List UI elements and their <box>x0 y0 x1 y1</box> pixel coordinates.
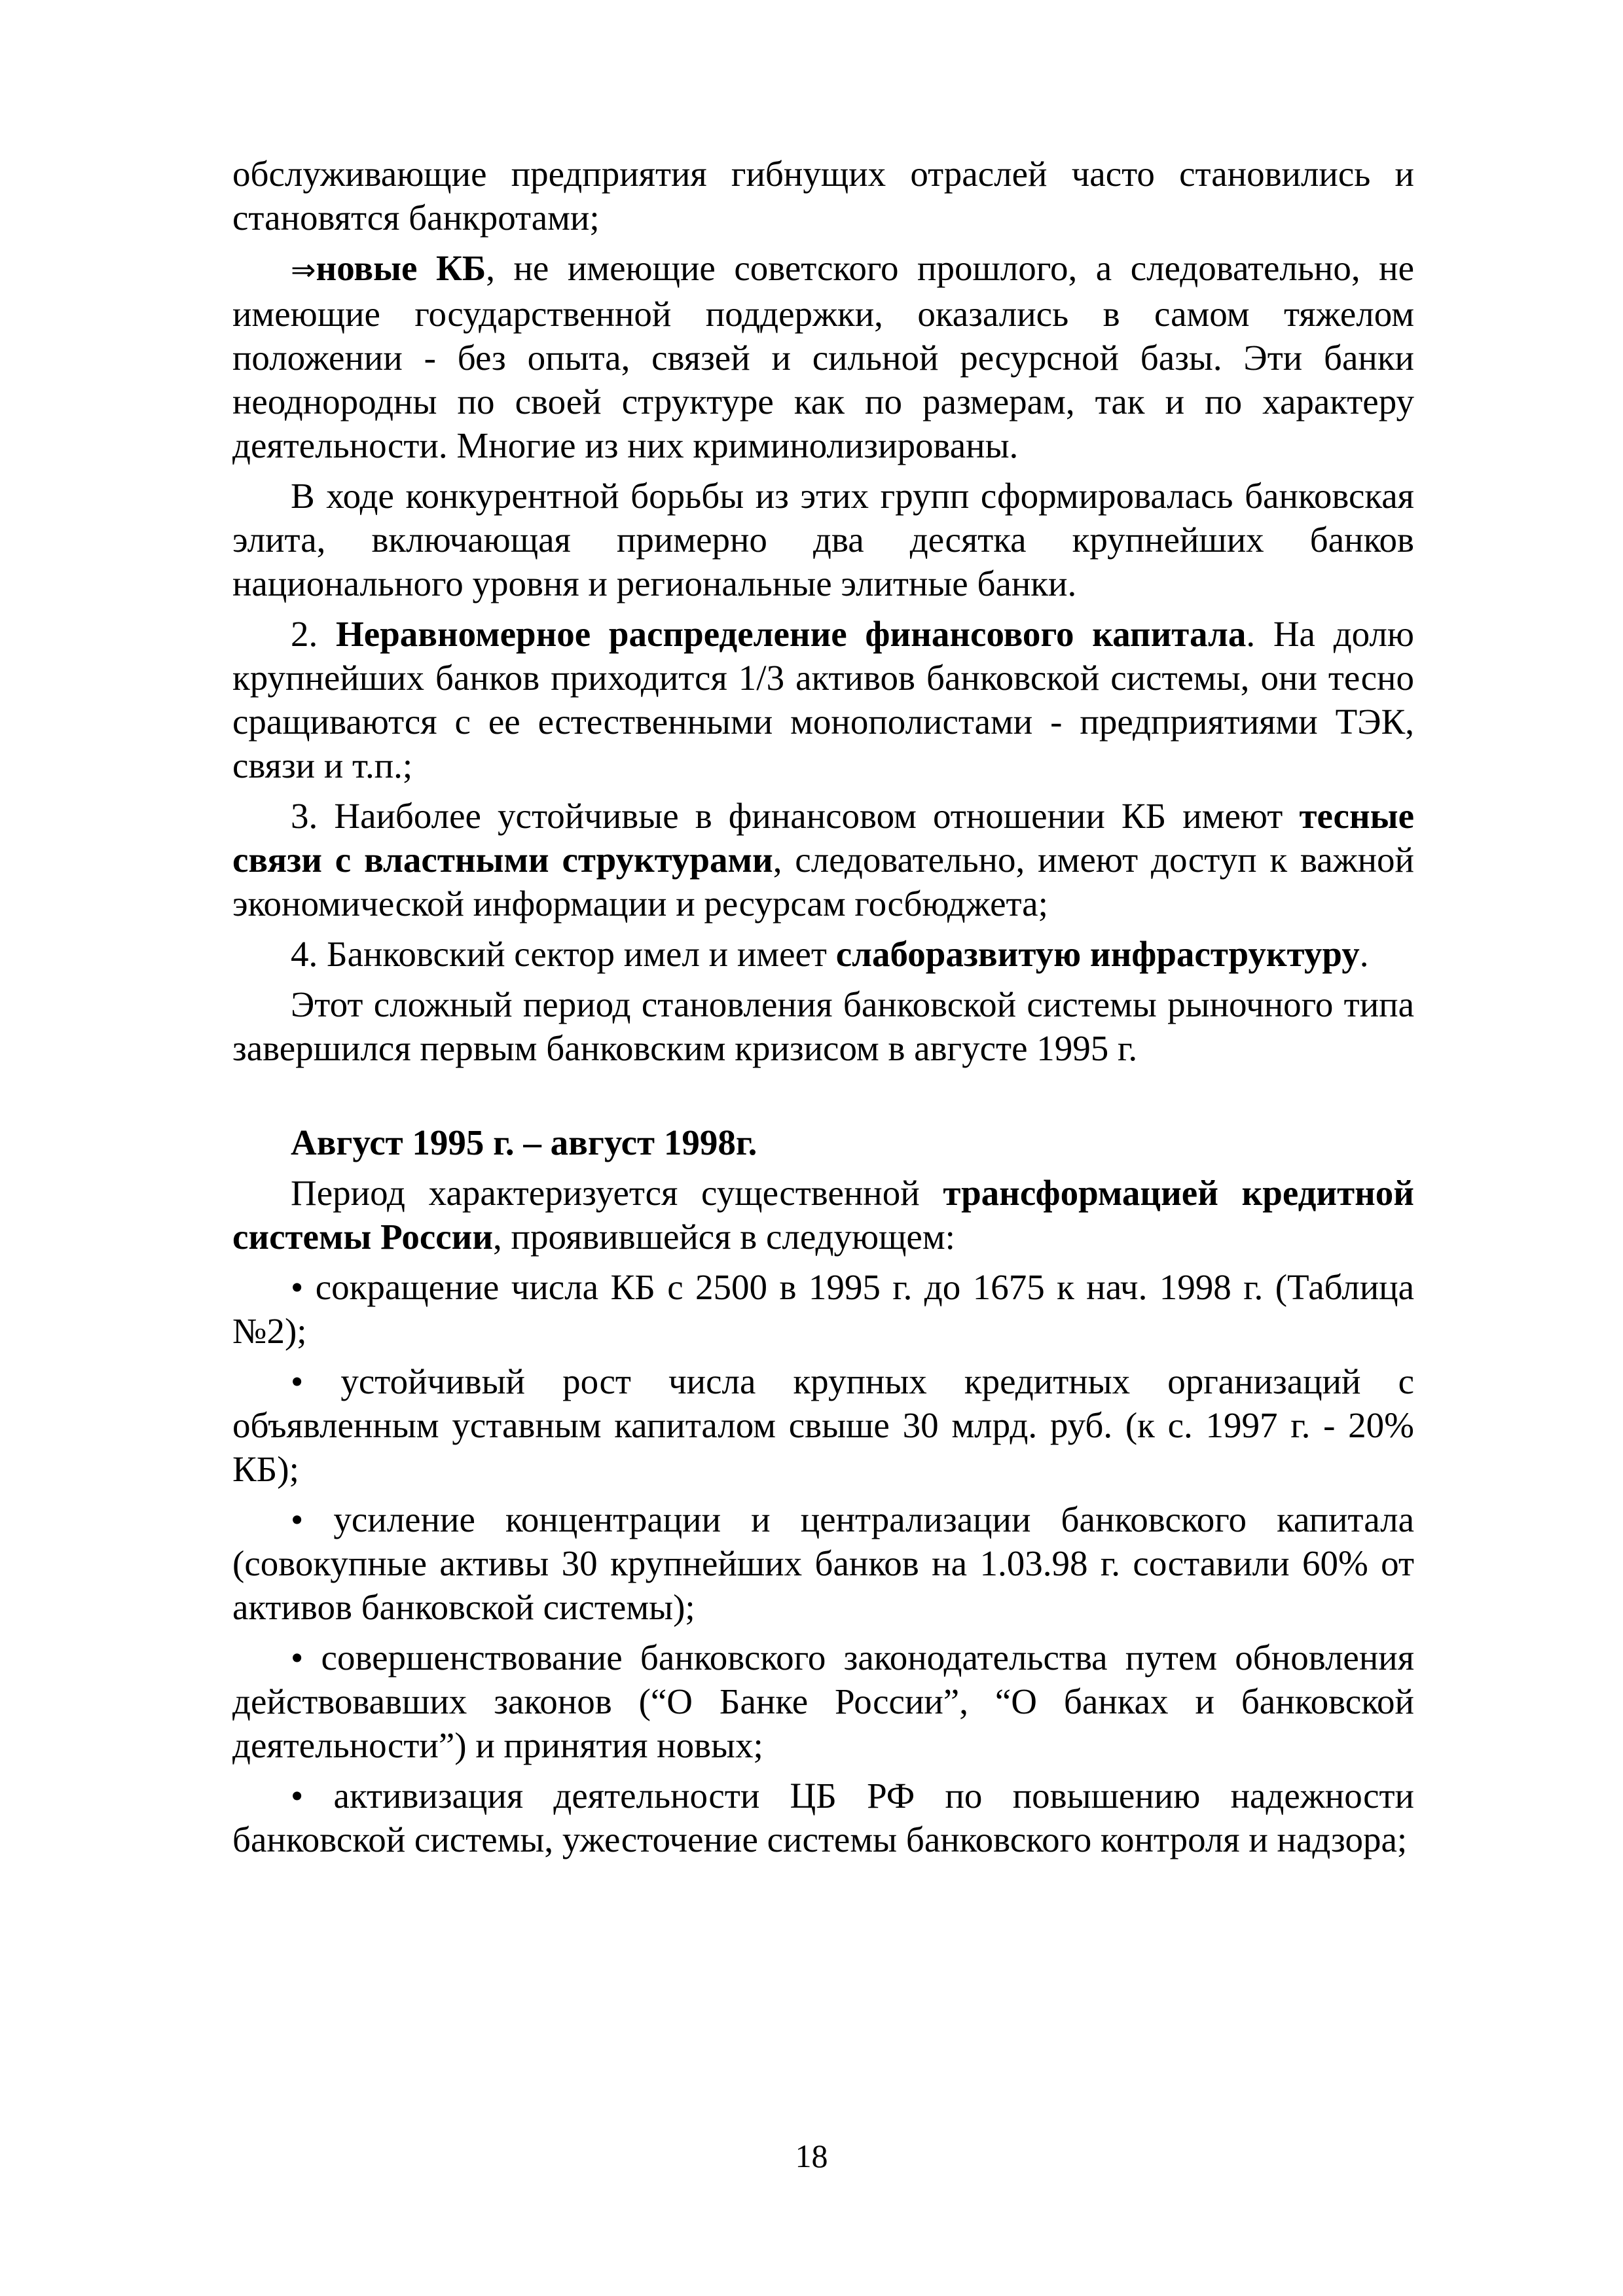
list-number: 2. <box>291 614 336 654</box>
paragraph-text: , следовательно, имеют доступ к важной экономической информации и ресурсам госбюджета; <box>232 840 1414 924</box>
bullet-item <box>232 1359 1414 1491</box>
bullet-text: устойчивый рост числа крупных кредитных организаций с объявленным уставным капиталом свыше 30 млрд. руб. (к с. 1997 г. - 20% КБ); <box>232 1361 1415 1489</box>
paragraph-text: 4. Банковский сектор имел и имеет <box>291 934 836 974</box>
document-page <box>232 152 1414 1861</box>
bullet-item <box>232 1498 1414 1629</box>
bullet-item <box>232 1265 1414 1353</box>
paragraph-text: . На долю крупнейших банков приходится 1/3 активов банковской системы, они тесно сращиваются с ее естественными монополистами - предприятиями ТЭК, связи и т.п.; <box>232 614 1414 785</box>
paragraph-text: 3. Наиболее устойчивые в финансовом отношении КБ имеют <box>291 796 1300 836</box>
paragraph-point-4 <box>232 932 1414 976</box>
implies-arrow-icon: ⇒ <box>291 252 316 287</box>
bullet-icon: • <box>291 1499 304 1539</box>
page-number: 18 <box>795 2138 828 2174</box>
bold-term: Неравномерное распределение финансового капитала <box>336 614 1247 654</box>
paragraph-text: . <box>1359 934 1369 974</box>
paragraph-text: , не имеющие советского прошлого, а следовательно, не имеющие государственной поддержки, оказались в самом тяжелом положении - без опыта, связей и сильной ресурсной базы. Эти банки неоднородны по своей структуре как по размерам, так и по характеру деятельности. Многие из них криминолизированы. <box>232 248 1414 465</box>
paragraph-banking-elite <box>232 474 1414 605</box>
bullet-text: совершенствование банковского законодательства путем обновления действовавших законов (“О Банке России”, “О банках и банковской деятельности”) и принятия новых; <box>232 1638 1414 1765</box>
paragraph-text: Период характеризуется существенной <box>291 1173 943 1213</box>
paragraph-crisis-1995 <box>232 982 1414 1070</box>
paragraph-text: обслуживающие предприятия гибнущих отраслей часто становились и становятся банкротами; <box>232 154 1414 238</box>
section-heading: Август 1995 г. – август 1998г. <box>291 1122 757 1162</box>
bullet-icon: • <box>291 1361 304 1401</box>
paragraph-bankrupt-enterprises <box>232 152 1414 240</box>
paragraph-point-3 <box>232 794 1414 925</box>
bold-term: слаборазвитую инфраструктуру <box>835 934 1360 974</box>
bold-term: тесные связи с властными структурами <box>232 796 1414 880</box>
paragraph-period-intro <box>232 1171 1414 1259</box>
bullet-text: активизация деятельности ЦБ РФ по повышению надежности банковской системы, ужесточение системы банковского контроля и надзора; <box>232 1776 1414 1859</box>
bullet-icon: • <box>291 1638 304 1677</box>
bullet-item <box>232 1774 1414 1861</box>
bullet-text: усиление концентрации и централизации банковского капитала (совокупные активы 30 крупнейших банков на 1.03.98 г. составили 60% от активов банковской системы); <box>232 1499 1414 1627</box>
bold-term: трансформацией кредитной системы России <box>232 1173 1414 1257</box>
bullet-text: сокращение числа КБ с 2500 в 1995 г. до 1675 к нач. 1998 г. (Таблица №2); <box>232 1267 1415 1351</box>
bullet-icon: • <box>291 1776 304 1816</box>
bullet-icon: • <box>291 1267 304 1307</box>
paragraph-text: Этот сложный период становления банковской системы рыночного типа завершился первым банковским кризисом в августе 1995 г. <box>232 984 1414 1068</box>
paragraph-point-2 <box>232 612 1414 787</box>
paragraph-new-banks <box>232 246 1414 467</box>
bold-term: новые КБ <box>316 248 486 288</box>
paragraph-text: В ходе конкурентной борьбы из этих групп сформировалась банковская элита, включающая примерно два десятка крупнейших банков национального уровня и региональные элитные банки. <box>232 476 1414 603</box>
bullet-item <box>232 1636 1414 1767</box>
paragraph-text: , проявившейся в следующем: <box>493 1217 955 1257</box>
